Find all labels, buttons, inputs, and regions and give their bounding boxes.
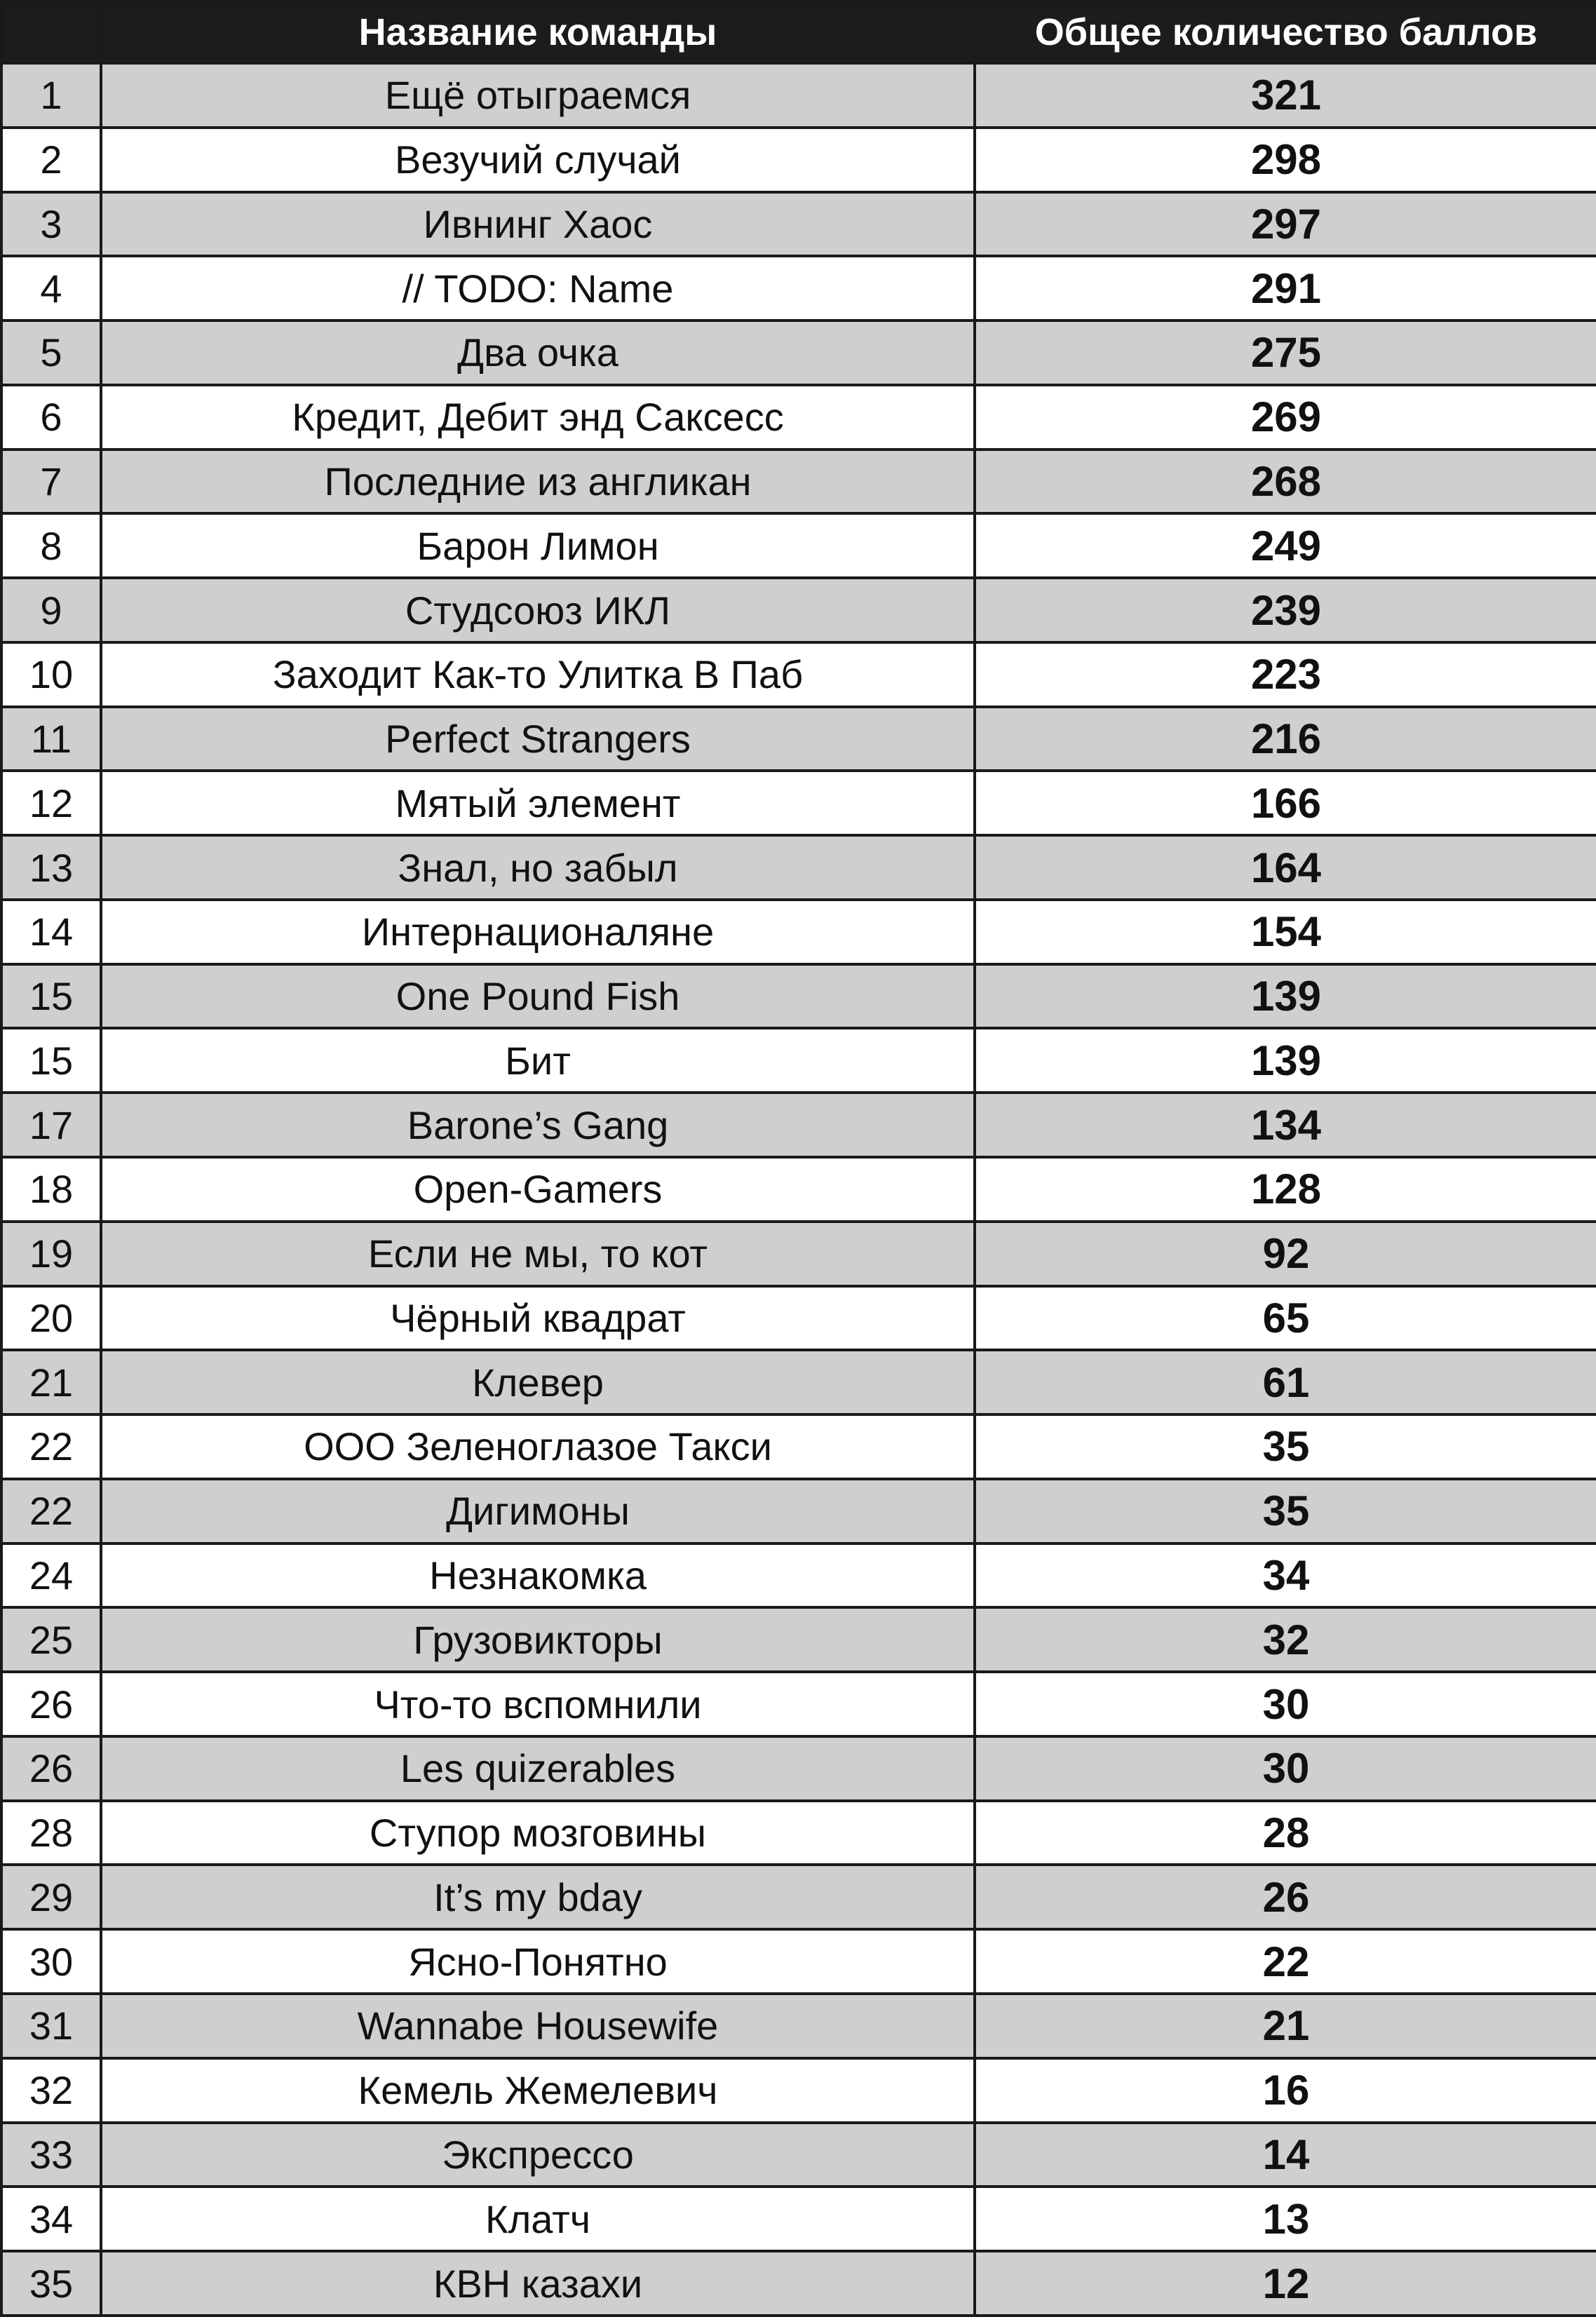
rank-cell: 25	[1, 1607, 101, 1672]
table-row	[1, 1414, 1596, 1479]
team-name-cell: Open-Gamers	[101, 1157, 975, 1222]
table-row	[1, 192, 1596, 257]
table-row	[1, 2123, 1596, 2187]
table-row	[1, 1479, 1596, 1543]
score-cell: 239	[975, 578, 1596, 642]
score-cell: 65	[975, 1286, 1596, 1351]
team-name-cell: Кредит, Дебит энд Саксесс	[101, 385, 975, 450]
rank-cell: 8	[1, 513, 101, 578]
rank-cell: 5	[1, 320, 101, 385]
table-row	[1, 1801, 1596, 1865]
table-header	[1, 1, 1596, 63]
table-row	[1, 964, 1596, 1029]
team-name-cell: КВН казахи	[101, 2251, 975, 2316]
team-name-cell: Два очка	[101, 320, 975, 385]
score-cell: 26	[975, 1865, 1596, 1929]
score-cell: 249	[975, 513, 1596, 578]
team-name-cell: Интернационаляне	[101, 900, 975, 964]
score-cell: 134	[975, 1093, 1596, 1157]
team-name-cell: ООО Зеленоглазое Такси	[101, 1414, 975, 1479]
table-row	[1, 1672, 1596, 1736]
score-cell: 32	[975, 1607, 1596, 1672]
rank-cell: 29	[1, 1865, 101, 1929]
rank-cell: 19	[1, 1222, 101, 1286]
score-cell: 14	[975, 2123, 1596, 2187]
score-cell: 139	[975, 1028, 1596, 1093]
rank-cell: 3	[1, 192, 101, 257]
rank-cell: 15	[1, 964, 101, 1029]
team-name-cell: Ивнинг Хаос	[101, 192, 975, 257]
score-cell: 21	[975, 1994, 1596, 2058]
team-name-cell: Везучий случай	[101, 128, 975, 192]
rank-cell: 14	[1, 900, 101, 964]
score-cell: 291	[975, 256, 1596, 320]
table-row	[1, 642, 1596, 707]
team-name-cell: One Pound Fish	[101, 964, 975, 1029]
score-cell: 297	[975, 192, 1596, 257]
score-cell: 61	[975, 1350, 1596, 1414]
table-row	[1, 2251, 1596, 2316]
table-row	[1, 578, 1596, 642]
rank-cell: 9	[1, 578, 101, 642]
rank-cell: 31	[1, 1994, 101, 2058]
rank-cell: 12	[1, 771, 101, 835]
rank-cell: 26	[1, 1736, 101, 1801]
table-row	[1, 450, 1596, 514]
team-name-cell: Perfect Strangers	[101, 707, 975, 771]
rank-cell: 2	[1, 128, 101, 192]
team-name-cell: Что-то вспомнили	[101, 1672, 975, 1736]
table-row	[1, 128, 1596, 192]
score-cell: 154	[975, 900, 1596, 964]
score-cell: 92	[975, 1222, 1596, 1286]
team-name-cell: Кемель Жемелевич	[101, 2058, 975, 2123]
rank-cell: 33	[1, 2123, 101, 2187]
table-row	[1, 1028, 1596, 1093]
rank-cell: 34	[1, 2187, 101, 2251]
table-row	[1, 513, 1596, 578]
rank-cell: 13	[1, 835, 101, 900]
team-name-cell: Барон Лимон	[101, 513, 975, 578]
rank-cell: 6	[1, 385, 101, 450]
table-row	[1, 1093, 1596, 1157]
table-row	[1, 1929, 1596, 1994]
team-name-cell: Ступор мозговины	[101, 1801, 975, 1865]
score-cell: 35	[975, 1414, 1596, 1479]
score-cell: 30	[975, 1672, 1596, 1736]
table-row	[1, 707, 1596, 771]
team-name-cell: Бит	[101, 1028, 975, 1093]
rank-cell: 24	[1, 1543, 101, 1608]
table-row	[1, 2187, 1596, 2251]
table-row	[1, 1607, 1596, 1672]
score-cell: 139	[975, 964, 1596, 1029]
score-cell: 268	[975, 450, 1596, 514]
score-cell: 28	[975, 1801, 1596, 1865]
score-cell: 30	[975, 1736, 1596, 1801]
rank-cell: 11	[1, 707, 101, 771]
table-row	[1, 385, 1596, 450]
team-name-cell: Знал, но забыл	[101, 835, 975, 900]
team-name-cell: Дигимоны	[101, 1479, 975, 1543]
table-body	[1, 63, 1596, 2316]
rank-cell: 10	[1, 642, 101, 707]
score-cell: 298	[975, 128, 1596, 192]
team-name-cell: Заходит Как-то Улитка В Паб	[101, 642, 975, 707]
rank-cell: 17	[1, 1093, 101, 1157]
score-cell: 223	[975, 642, 1596, 707]
score-cell: 166	[975, 771, 1596, 835]
table-row	[1, 835, 1596, 900]
table-row	[1, 1865, 1596, 1929]
rank-cell: 21	[1, 1350, 101, 1414]
rank-cell: 22	[1, 1479, 101, 1543]
score-cell: 164	[975, 835, 1596, 900]
header-row	[1, 1, 1596, 63]
table-row	[1, 771, 1596, 835]
team-name-cell: Мятый элемент	[101, 771, 975, 835]
rank-cell: 20	[1, 1286, 101, 1351]
team-name-cell: Ясно-Понятно	[101, 1929, 975, 1994]
score-cell: 216	[975, 707, 1596, 771]
team-name-cell: Wannabe Housewife	[101, 1994, 975, 2058]
team-name-cell: Чёрный квадрат	[101, 1286, 975, 1351]
score-cell: 12	[975, 2251, 1596, 2316]
score-cell: 35	[975, 1479, 1596, 1543]
rank-cell: 7	[1, 450, 101, 514]
table-row	[1, 1543, 1596, 1608]
team-name-cell: Экспрессо	[101, 2123, 975, 2187]
score-cell: 269	[975, 385, 1596, 450]
table-row	[1, 900, 1596, 964]
rank-cell: 26	[1, 1672, 101, 1736]
team-name-cell: Ещё отыграемся	[101, 63, 975, 128]
team-name-cell: Грузовикторы	[101, 1607, 975, 1672]
table-row	[1, 1350, 1596, 1414]
table-row	[1, 320, 1596, 385]
rank-cell: 32	[1, 2058, 101, 2123]
rank-cell: 28	[1, 1801, 101, 1865]
rank-cell: 35	[1, 2251, 101, 2316]
score-cell: 34	[975, 1543, 1596, 1608]
rank-cell: 1	[1, 63, 101, 128]
table-row	[1, 63, 1596, 128]
table-row	[1, 256, 1596, 320]
team-name-cell: It’s my bday	[101, 1865, 975, 1929]
rank-cell: 22	[1, 1414, 101, 1479]
team-name-cell: Клевер	[101, 1350, 975, 1414]
score-cell: 13	[975, 2187, 1596, 2251]
table-row	[1, 1222, 1596, 1286]
table-row	[1, 1736, 1596, 1801]
team-name-cell: Клатч	[101, 2187, 975, 2251]
team-name-cell: Если не мы, то кот	[101, 1222, 975, 1286]
rank-column-header	[1, 1, 101, 63]
score-cell: 16	[975, 2058, 1596, 2123]
rank-cell: 30	[1, 1929, 101, 1994]
team-name-cell: // TODO: Name	[101, 256, 975, 320]
team-name-cell: Последние из англикан	[101, 450, 975, 514]
score-cell: 321	[975, 63, 1596, 128]
team-name-cell: Les quizerables	[101, 1736, 975, 1801]
team-name-cell: Barone’s Gang	[101, 1093, 975, 1157]
rank-cell: 15	[1, 1028, 101, 1093]
rank-cell: 18	[1, 1157, 101, 1222]
score-cell: 275	[975, 320, 1596, 385]
team-name-column-header: Название команды	[101, 1, 975, 63]
table-row	[1, 1286, 1596, 1351]
team-name-cell: Студсоюз ИКЛ	[101, 578, 975, 642]
table-row	[1, 2058, 1596, 2123]
total-score-column-header: Общее количество баллов	[975, 1, 1596, 63]
table-row	[1, 1157, 1596, 1222]
team-name-cell: Незнакомка	[101, 1543, 975, 1608]
table-row	[1, 1994, 1596, 2058]
rank-cell: 4	[1, 256, 101, 320]
score-cell: 22	[975, 1929, 1596, 1994]
score-cell: 128	[975, 1157, 1596, 1222]
